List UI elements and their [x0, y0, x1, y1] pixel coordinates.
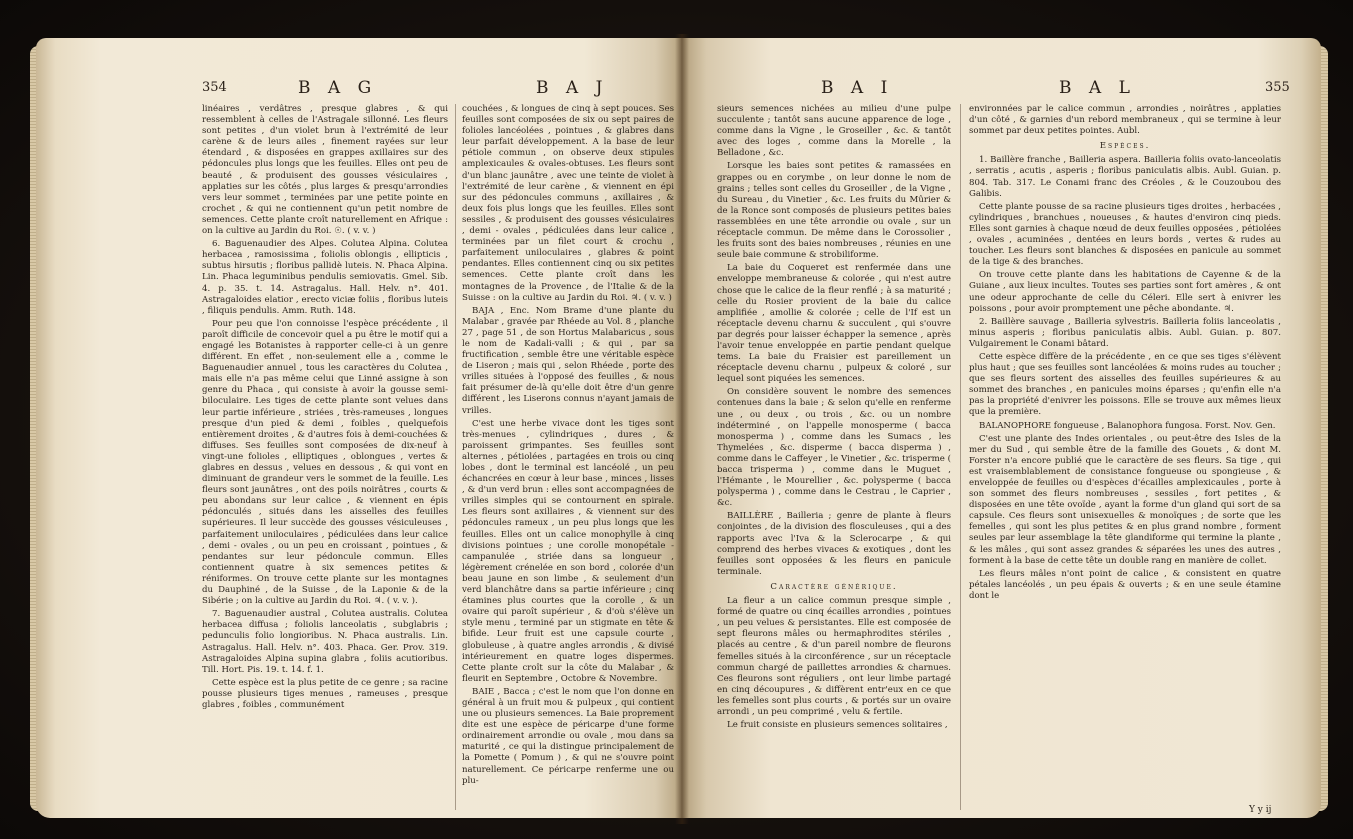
left-running-head [36, 78, 681, 100]
paragraph: La fleur a un calice commun presque simple , formé de quatre ou cinq écailles arrondies , pointues , un peu velues & persistantes. Elle est composée de sept fleurons mâles ou hermaphrodites stériles , placés au centre , & d'un pareil nombre de fleurons femelles situés à la circonférence , sur un réceptacle commun chargé de paillettes arrondies & charnues. Ces fleurons sont réguliers , ont leur limbe partagé en cinq découpures , & diffèrent entr'eux en ce que les femelles sont plus courts , & portés sur un ovaire arrondi , un peu comprimé , velu & fertile. [717, 596, 951, 717]
paragraph: On trouve cette plante dans les habitations de Cayenne & de la Guiane , aux lieux incultes. Toutes ses parties sont fort amères , & ont une odeur approchante de celle du Céleri. Elle sert à enivrer les poissons , pour avoir promptement une pêche abondante. ♃. [969, 270, 1281, 314]
paragraph: C'est une herbe vivace dont les tiges sont très-menues , cylindriques , dures , & paroissent grimpantes. Ses feuilles sont alternes , pétiolées , partagées en trois ou cinq lobes , dont le terminal est lancéolé , un peu échancrées en cœur à leur base , minces , lisses , & d'un verd brun : elles sont accompagnées de vrilles simples qui se contournent en spirale. Les fleurs sont axillaires , & viennent sur des pédoncules rameux , un peu plus longs que les feuilles. Elles ont un calice monophylle à cinq divisions pointues ; une corolle monopétale - campanulée , striée dans sa longueur , légèrement crénelée en son bord , colorée d'un beau jaune en son limbe , & seulement d'un verd blanchâtre dans sa partie inférieure ; cinq étamines plus courtes que la corolle , & un ovaire qui paroît supérieur , & d'où s'élève un style menu , terminé par un stigmate en tête & bifide. Leur fruit est une capsule courte , globuleuse , à quatre angles arrondis , & divisé intérieurement en quatre loges dispermes. Cette plante croît sur la côte du Malabar , & fleurit en Septembre , Octobre & Novembre. [462, 418, 674, 684]
paragraph: Pour peu que l'on connoisse l'espèce précédente , il paroît difficile de concevoir quel a pu être le motif qui a engagé les Botanistes à rapporter celle-ci à un genre différent. En effet , non-seulement elle a , comme le Baguenaudier annuel , tous les caractères du Colutea , mais elle n'a pas même celui que Linné assigne à son genre du Phaca , qui consiste à avoir la gousse semi-biloculaire. Les tiges de cette plante sont velues dans leur partie inférieure , striées , très-rameuses , longues presque d'un pied & demi , foibles , quelquefois entièrement droites , & d'autres fois à demi-couchées & diffuses. Ses feuilles sont composées de dix-neuf à vingt-une folioles , elliptiques , oblongues , vertes & glabres en dessus , velues en dessous , & qui vont en diminuant de grandeur vers le sommet de la feuille. Les fleurs sont jaunâtres , ont des poils noirâtres , courts & peu abondans sur leur calice , & viennent en épis pédonculés , situés dans les aisselles des feuilles supérieures. Il leur succède des gousses vésiculeuses , parfaitement uniloculaires , pédiculées dans leur calice , demi - ovales , ou un peu en croissant , pointues , & pendantes sur leur pédoncule commun. Elles contiennent quatre à six semences petites & réniformes. On trouve cette plante sur les montagnes du Dauphiné , de la Suisse , de la Laponie & de la Sibérie ; on la cultive au Jardin du Roi. ♃. ( v. v. ). [202, 318, 448, 607]
left-page [36, 38, 681, 818]
right-page [681, 38, 1321, 818]
column-rule [455, 104, 456, 810]
book-gutter [675, 34, 689, 824]
right-column-1 [717, 104, 951, 816]
paragraph: couchées , & longues de cinq à sept pouces. Ses feuilles sont composées de six ou sept paires de folioles lancéolées , pointues , & glabres dans leur parfait développement. A la base de leur pétiole commun , on observe deux stipules amplexicaules & ovales-obtuses. Les fleurs sont d'un blanc jaunâtre , avec une teinte de violet à l'extrémité de leur carène , & viennent en épi sur des pédoncules communs , axillaires , & deux fois plus longs que les feuilles. Elles sont sessiles , & produisent des gousses vésiculaires , demi - ovales , pédiculées dans leur calice , terminées par un filet court & crochu , parfaitement uniloculaires , glabres & point pendantes. Elles contiennent cinq ou six petites semences. Cette plante croît dans les montagnes de la Provence , de l'Italie & de la Suisse : on la cultive au Jardin du Roi. ♃. ( v. v. ) [462, 104, 674, 303]
paragraph: 7. Baguenaudier austral , Colutea australis. Colutea herbacea diffusa ; foliolis lanceolatis , subglabris ; pedunculis folio longioribus. N. Phaca australis. Lin. Astragalus. Hall. Helv. n°. 403. Phaca. Ger. Prov. 319. Astragaloides Alpina supina glabra , foliis acutioribus. Till. Hort. Pis. 19. t. 14. f. 1. [202, 609, 448, 675]
left-page-number: 354 [202, 80, 227, 95]
paragraph: sieurs semences nichées au milieu d'une pulpe succulente ; tantôt sans aucune apparence de loge , comme dans la Vigne , le Groseiller , &c. & tantôt avec des loges , comme dans la Morelle , la Belladone , &c. [717, 104, 951, 159]
paragraph: Cette espèce diffère de la précédente , en ce que ses tiges s'élèvent plus haut ; que ses feuilles sont lancéolées & moins rudes au toucher ; que ses fleurs sortent des aisselles des feuilles supérieures & au sommet des branches , en panicules moins éparses ; qu'enfin elle n'a pas la propriété d'enivrer les poissons. Elle se trouve aux mêmes lieux que la première. [969, 351, 1281, 418]
paragraph: 6. Baguenaudier des Alpes. Colutea Alpina. Colutea herbacea , ramosissima , foliolis oblongis , ellipticis , subtus hirsutis ; floribus pallidè luteis. N. Phaca Alpina. Lin. Phaca leguminibus pendulis semiovatis. Gmel. Sib. 4. p. 35. t. 14. Astragalus. Hall. Helv. n°. 401. Astragaloides elatior , erecto viciæ foliis , floribus luteis , filiquis pendulis. Amm. Ruth. 148. [202, 239, 448, 316]
right-head-word: B A L [1059, 78, 1136, 98]
paragraph: environnées par le calice commun , arrondies , noirâtres , applaties d'un côté , & garnies d'un rebord membraneux , qui se termine à leur sommet par deux petites pointes. Aubl. [969, 104, 1281, 137]
paragraph: La baie du Coqueret est renfermée dans une enveloppe membraneuse & colorée , qui n'est autre chose que le calice de la fleur renflé ; à sa maturité ; celle du Rosier provient de la baie du calice amplifiée , amollie & colorée ; celle de l'If est un réceptacle devenu charnu & succulent , qui s'ouvre par degrés pour laisser échapper la semence , après l'avoir tenue enveloppée en partie pendant quelque tems. La baie du Fraisier est pareillement un réceptacle devenu charnu , pulpeux & coloré , sur lequel sont piquées les semences. [717, 263, 951, 385]
paragraph: Le fruit consiste en plusieurs semences solitaires , [727, 720, 948, 731]
paragraph: BALANOPHORE fongueuse , Balanophora fungosa. Forst. Nov. Gen. [979, 420, 1276, 431]
section-title: Caractère générique. [770, 581, 898, 592]
left-col2-head-word: B A J [536, 78, 609, 98]
signature-mark: Y y ij [1249, 805, 1272, 815]
paragraph: BAILLÈRE , Bailleria ; genre de plante à fleurs conjointes , de la division des flosculeuses , qui a des rapports avec l'Iva & la Sclerocarpe , & qui comprend des herbes vivaces & exotiques , dont les feuilles sont opposées & les fleurs en panicule terminale. [717, 511, 951, 577]
paragraph: C'est une plante des Indes orientales , ou peut-être des Isles de la mer du Sud , qui semble être de la famille des Gouets , & dont M. Forster n'a encore publié que le caractère de ses fleurs. Sa tige , qui est vraisemblablement de consistance fongueuse ou spongieuse , & enveloppée de feuilles ou d'espèces d'écailles amplexicaules , porte à son sommet des fleurs nombreuses , sessiles , fort petites , & disposées en une tête ovoïde , ayant la forme d'un gland qui sort de sa capsule. Ces fleurs sont unisexuelles & monoïques ; de sorte que les femelles , qui sont les plus petites & en plus grand nombre , forment seules par leur assemblage la tête glandiforme qui termine la plante , & les mâles , qui sont assez grandes & séparées les unes des autres , forment à la base de cette tête un double rang en manière de collet. [969, 433, 1281, 566]
left-column-1 [202, 104, 448, 816]
paragraph: 2. Baillère sauvage , Bailleria sylvestris. Bailleria foliis lanceolatis , minus asperis ; floribus paniculatis albis. Aubl. Guian. p. 807. Vulgairement le Conami bâtard. [969, 316, 1281, 349]
paragraph: linéaires , verdâtres , presque glabres , & qui ressemblent à celles de l'Astragale sillonné. Les fleurs sont petites , d'un violet brun à l'extrémité de leur carène & de leurs ailes , finement rayées sur leur étendard , & disposées en grappes axillaires sur des pédoncules plus longs que les feuilles. Elles ont peu de beauté , & produisent des gousses vésiculaires , applaties sur les côtés , plus larges & presqu'arrondies vers leur sommet , terminées par une petite pointe en crochet , & qui ne contiennent qu'un petit nombre de semences. Cette plante croît naturellement en Afrique : on la cultive au Jardin du Roi. ☉. ( v. v. ) [202, 104, 448, 237]
open-book [30, 16, 1330, 832]
left-column-2 [462, 104, 674, 816]
paragraph: Les fleurs mâles n'ont point de calice , & consistent en quatre pétales lancéolés , un peu épais & ouverts ; & en une seule étamine dont le [969, 568, 1281, 601]
right-running-head [681, 78, 1321, 100]
paragraph: BAJA , Enc. Nom Brame d'une plante du Malabar , gravée par Rhéede au Vol. 8 , planche 27 , page 51 , de son Hortus Malabaricus , sous le nom de Kadali-valli ; & qui , par sa fructification , semble être une véritable espèce de Liseron ; mais qui , selon Rhéede , porte des vrilles situées à l'opposé des feuilles , & nous fait présumer de-là qu'elle doit être d'un genre différent , les Liserons connus n'ayant jamais de vrilles. [462, 305, 674, 416]
right-col1-head-word: B A I [821, 78, 894, 98]
right-page-number: 355 [1265, 80, 1290, 95]
paragraph: On considère souvent le nombre des semences contenues dans la baie ; & selon qu'elle en renferme une , ou deux , ou trois , &c. ou un nombre indéterminé , on l'appelle monosperme ( bacca monosperma ) , comme dans les Sumacs , les Thymelées , &c. disperme ( bacca disperma ) , comme dans le Caffeyer , le Vinetier , &c. trisperme ( bacca trisperma ) , comme dans le Muguet , l'Hémante , le Mourellier , &c. polysperme ( bacca polysperma ) , comme dans le Cestrau , le Caprier , &c. [717, 387, 951, 509]
paragraph: 1. Baillère franche , Bailleria aspera. Bailleria foliis ovato-lanceolatis , serratis , acutis , asperis ; floribus paniculatis albis. Aubl. Guian. p. 804. Tab. 317. Le Conami franc des Créoles , & le Couzoubou des Galibis. [969, 155, 1281, 199]
left-head-word: B A G [298, 78, 378, 98]
paragraph: Lorsque les baies sont petites & ramassées en grappes ou en corymbe , on leur donne le nom de grains ; telles sont celles du Groseiller , de la Vigne , du Sureau , du Vinetier , &c. Les fruits du Mûrier & de la Ronce sont composés de plusieurs petites baies rassemblées en une tête arrondie ou ovale , sur un réceptacle commun. De même dans le Corossolier , les fruits sont des baies nombreuses , réunies en une seule baie commune & strobiliforme. [717, 161, 951, 261]
right-column-2 [969, 104, 1281, 804]
column-rule [960, 104, 961, 810]
section-title: Espèces. [1099, 141, 1151, 152]
paragraph: Cette plante pousse de sa racine plusieurs tiges droites , herbacées , cylindriques , branchues , noueuses , & hautes d'environ cinq pieds. Elles sont garnies à chaque nœud de deux feuilles opposées , pétiolées , ovales , acuminées , dentées en leurs bords , vertes & rudes au toucher. Les fleurs sont blanches & disposées en panicule au sommet de la tige & des branches. [969, 201, 1281, 268]
paragraph: Cette espèce est la plus petite de ce genre ; sa racine pousse plusieurs tiges menues , rameuses , presque glabres , foibles , communément [202, 677, 448, 710]
paragraph: BAIE , Bacca ; c'est le nom que l'on donne en général à un fruit mou & pulpeux , qui contient une ou plusieurs semences. La Baie proprement dite est une espèce de péricarpe d'une forme ordinairement arrondie ou ovale , mou dans sa maturité , ce qui la distingue principalement de la Pomette ( Pomum ) , & qui ne s'ouvre point naturellement. Ce péricarpe renferme une ou plu- [462, 686, 674, 786]
